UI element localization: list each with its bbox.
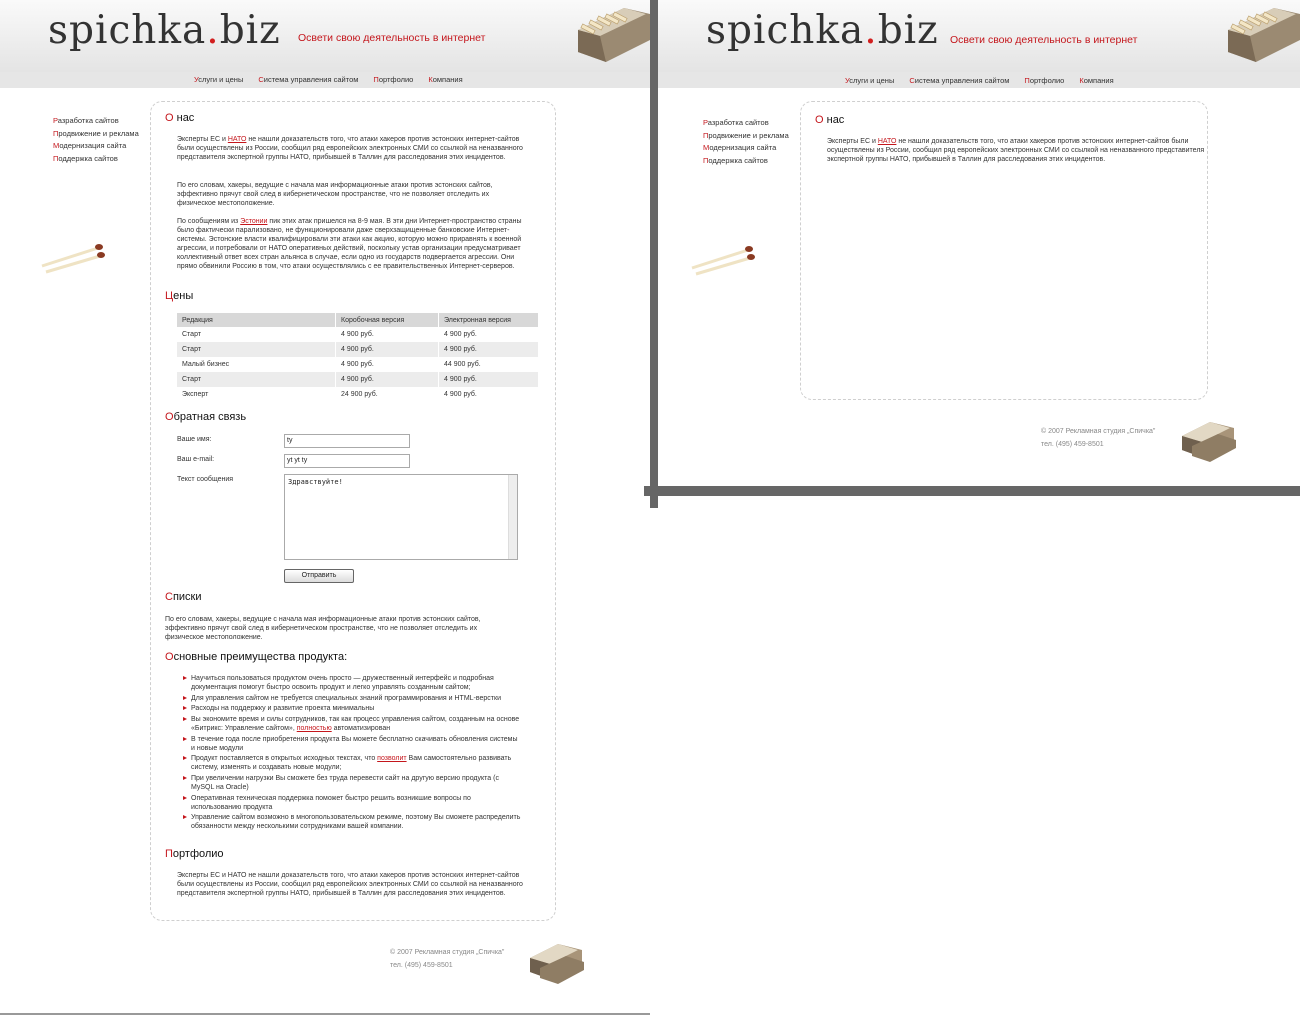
copyright-text: © 2007 Рекламная студия „Спичка" xyxy=(1041,428,1156,435)
name-field[interactable]: ty xyxy=(284,434,410,448)
phone-text: тел. (495) 459-8501 xyxy=(1041,441,1104,448)
list-item: Расходы на поддержку и развитие проекта минимальны xyxy=(181,704,521,713)
sidebar-item-promotion[interactable]: Продвижение и реклама xyxy=(53,128,139,138)
site-footer xyxy=(390,946,504,972)
about-paragraph-3: По сообщениям из Эстонии пик этих атак пришелся на 8-9 мая. В эти дни Интернет-пространство страны было фактически парализовано, не функционировали даже сверхзащищенные банковские Интернет-системы. Эстонские власти квалифицировали эти атаки как акцию, которую можно приравнять к военной агрессии, и потребовали от НАТО оперативных действий, поскольку устав организации предусматривает коллективный ответ всех стран альянса в случае, если одно из государств подвергается агрессии. Они прямо обвинили Россию в том, что атаки осуществлялись с ее правительственных Интернет-серверов. xyxy=(177,218,522,271)
list-item: Научиться пользоваться продуктом очень просто — дружественный интерфейс и подробная документация помогут быстро освоить продукт и легко управлять созданным сайтом; xyxy=(181,674,521,692)
sidebar-item-development[interactable]: Разработка сайтов xyxy=(703,118,769,127)
matchbox-footer-icon xyxy=(522,934,586,986)
content-panel xyxy=(150,101,556,921)
page-short-layout xyxy=(658,0,1300,486)
table-row: Старт 4 900 руб. 4 900 руб. xyxy=(177,372,539,387)
site-header xyxy=(0,0,650,72)
table-row: Эксперт 24 900 руб. 4 900 руб. xyxy=(177,387,539,402)
nav-company[interactable]: Компания xyxy=(428,75,463,84)
site-slogan: Освети свою деятельность в интернет xyxy=(298,32,486,44)
table-header: Электронная версия xyxy=(439,313,539,327)
nav-services[interactable]: Услуги и цены xyxy=(194,75,244,84)
nav-cms[interactable]: Система управления сайтом xyxy=(909,76,1010,85)
site-logo[interactable]: spichka.biz xyxy=(48,8,281,53)
fully-link[interactable]: полностью xyxy=(296,724,332,732)
message-textarea[interactable]: Здравствуйте! xyxy=(284,474,518,560)
matches-icon xyxy=(690,238,760,278)
nav-company[interactable]: Компания xyxy=(1079,76,1114,85)
list-item: Вы экономите время и силы сотрудников, так как процесс управления сайтом, созданным на основе «Битрикс: Управление сайтом», полностью автоматизирован xyxy=(181,715,521,733)
divider-bottom xyxy=(0,1013,650,1015)
top-nav xyxy=(0,72,650,88)
feedback-title: Обратная связь xyxy=(165,411,247,423)
about-paragraph-1: Эксперты ЕС и НАТО не нашли доказательств того, что атаки хакеров против эстонских интернет-сайтов были осуществлены из России, сообщил ряд европейских электронных СМИ со ссылкой на неназванного представителя экспертной группы НАТО, прибывшей в Таллин для расследования этих инцидентов. xyxy=(177,136,523,162)
about-paragraph-1: Эксперты ЕС и НАТО не нашли доказательств того, что атаки хакеров против эстонских интернет-сайтов были осуществлены из России, сообщил ряд европейских электронных СМИ со ссылкой на неназванного представителя экспертной группы НАТО, прибывшей в Таллин для расследования этих инцидентов. xyxy=(827,138,1205,164)
portfolio-title: Портфолио xyxy=(165,848,224,860)
message-label: Текст сообщения xyxy=(177,476,234,483)
divider-horizontal xyxy=(644,486,1300,496)
matches-icon xyxy=(40,236,110,276)
nav-services[interactable]: Услуги и цены xyxy=(845,76,895,85)
site-footer xyxy=(1041,425,1155,451)
lists-text: По его словам, хакеры, ведущие с начала мая информационные атаки против эстонских сайтов, эффективно прячут свой след в кибернетическом пространстве, что не позволяет отследить их физическое местоположение. xyxy=(165,616,481,642)
prices-title: Цены xyxy=(165,290,194,302)
top-nav xyxy=(658,72,1300,88)
estonia-link[interactable]: Эстонии xyxy=(240,218,268,225)
table-header-row xyxy=(177,313,539,327)
site-slogan: Освети свою деятельность в интернет xyxy=(950,34,1138,46)
about-paragraph-2: По его словам, хакеры, ведущие с начала мая информационные атаки против эстонских сайтов, эффективно прячут свой след в кибернетическом пространстве, что не позволяет отследить их физическое местоположение. xyxy=(177,182,493,208)
side-nav xyxy=(703,118,789,169)
sidebar-item-development[interactable]: Разработка сайтов xyxy=(53,116,119,125)
nav-portfolio[interactable]: Портфолио xyxy=(1024,76,1065,85)
matchbox-icon xyxy=(574,0,650,62)
advantages-list xyxy=(181,674,521,833)
list-item: Для управления сайтом не требуется специальных знаний программирования и HTML-верстки xyxy=(181,694,521,703)
list-item: В течение года после приобретения продукта Вы можете бесплатно скачивать обновления системы и новые модули xyxy=(181,735,521,753)
nav-portfolio[interactable]: Портфолио xyxy=(373,75,414,84)
advantages-title: Основные преимущества продукта: xyxy=(165,651,348,663)
portfolio-text: Эксперты ЕС и НАТО не нашли доказательств того, что атаки хакеров против эстонских интернет-сайтов были осуществлены из России, сообщил ряд европейских электронных СМИ со ссылкой на неназванного представителя экспертной группы НАТО, прибывшей в Таллин для расследования этих инцидентов. xyxy=(177,872,523,898)
nato-link[interactable]: НАТО xyxy=(877,138,897,145)
table-header: Коробочная версия xyxy=(336,313,439,327)
nav-cms[interactable]: Система управления сайтом xyxy=(258,75,359,84)
table-row: Малый бизнес 4 900 руб. 44 900 руб. xyxy=(177,357,539,372)
matchbox-icon xyxy=(1224,0,1300,62)
about-title: О нас xyxy=(815,114,845,126)
sidebar-item-modernization[interactable]: Модернизация сайта xyxy=(703,143,777,153)
allow-link[interactable]: позволит xyxy=(377,755,407,763)
side-nav xyxy=(53,116,139,167)
about-title: О нас xyxy=(165,112,195,124)
list-item: Управление сайтом возможно в многопользовательском режиме, поэтому Вы сможете распределить обязанности между несколькими сотрудниками вашей компании. xyxy=(181,813,521,831)
sidebar-item-support[interactable]: Поддержка сайтов xyxy=(703,156,768,166)
table-row: Старт 4 900 руб. 4 900 руб. xyxy=(177,327,539,342)
list-item: Оперативная техническая поддержка поможет быстро решить возникшие вопросы по использованию продукта xyxy=(181,794,521,812)
site-header xyxy=(658,0,1300,72)
submit-button[interactable]: Отправить xyxy=(284,569,354,583)
site-logo[interactable]: spichka.biz xyxy=(706,8,939,53)
email-label: Ваш e-mail: xyxy=(177,456,215,463)
matchbox-footer-icon xyxy=(1174,412,1238,464)
nato-link[interactable]: НАТО xyxy=(227,136,247,143)
sidebar-item-support[interactable]: Поддержка сайтов xyxy=(53,154,118,164)
table-header: Редакция xyxy=(177,313,336,327)
name-label: Ваше имя: xyxy=(177,436,212,443)
textarea-scrollbar[interactable] xyxy=(508,475,517,559)
prices-table xyxy=(177,313,539,402)
content-panel xyxy=(800,101,1208,400)
sidebar-item-modernization[interactable]: Модернизация сайта xyxy=(53,141,127,151)
divider-vertical xyxy=(650,0,658,508)
list-item: При увеличении нагрузки Вы сможете без труда перевести сайт на другую версию продукта (с MySQL на Oracle) xyxy=(181,774,521,792)
copyright-text: © 2007 Рекламная студия „Спичка" xyxy=(390,949,505,956)
lists-title: Списки xyxy=(165,591,202,603)
list-item: Продукт поставляется в открытых исходных текстах, что позволит Вам самостоятельно развивать систему, изменять и создавать новые модули; xyxy=(181,754,521,772)
phone-text: тел. (495) 459-8501 xyxy=(390,962,453,969)
sidebar-item-promotion[interactable]: Продвижение и реклама xyxy=(703,130,789,140)
email-field[interactable]: yt yt ty xyxy=(284,454,410,468)
table-row: Старт 4 900 руб. 4 900 руб. xyxy=(177,342,539,357)
